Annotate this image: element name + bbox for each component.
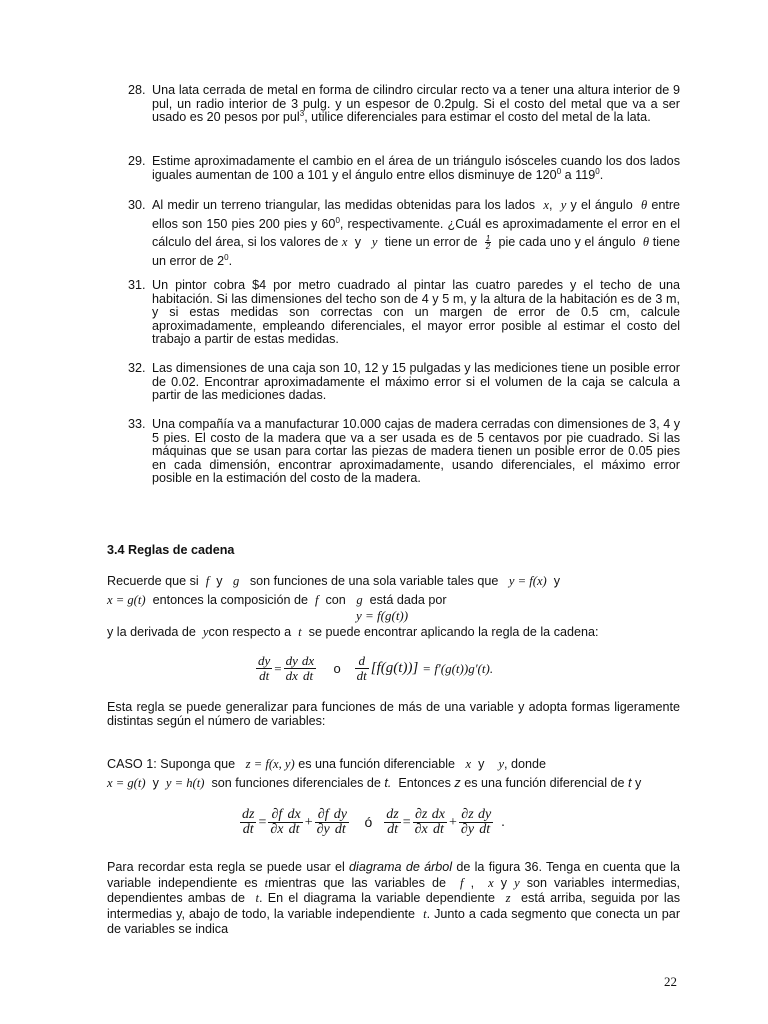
fraction-dy-dx [284,654,300,683]
fraction-one-half [485,235,491,250]
emphasis-text: diagrama de árbol [349,860,453,874]
variable-z: z [454,776,461,790]
variable-y: y [371,235,378,249]
denominator: dt [242,822,254,837]
problem-number: 29. [128,154,146,168]
derivative-paragraph [107,626,680,640]
problem-32 [128,362,680,403]
text: son funciones de una sola variable tales que [249,574,499,588]
or-word: ó [364,813,373,830]
equation-y: y = h(t) [165,776,205,790]
problem-text: entre ellos son 150 pies 200 pies y 60 [152,198,681,231]
general-paragraph: Esta regla se puede generalizar para funciones de más de una variable y adopta formas ligeramente distintas según el número de variables: [107,700,680,728]
numerator: ∂z [459,808,476,823]
plus-sign: + [304,814,313,830]
case-1-equation [240,808,507,837]
variable-t: t. [384,776,392,790]
problem-text: . [228,253,233,268]
text: y la derivada de [107,625,196,639]
variable-t: t [298,625,302,639]
fraction-df-dx [268,808,285,837]
problem-text: Un pintor cobra $4 por metro cuadrado al pintar las cuatro paredes y el techo de una habitación. Si las dimensiones del techo son de 4 y 5 m, y la altura de la habitación es de 3 m, y si estas medidas son correctas con un margen de error de 0.5 cm, calcule aproximadamente, empleando diferenciales, el mayor error posible al estimar el costo del trabajo a partir de estas medidas. [152,278,680,347]
function-f: f [460,875,464,890]
denominator: dt [356,668,367,683]
variable-theta: θ [642,235,650,249]
chain-rule-rhs: = f′(g(t))g′(t). [422,660,494,676]
denominator: dt [259,668,270,683]
equation-z: z = f(x, y) [245,757,295,771]
exponent: 0 [335,215,340,225]
section-heading: 3.4 Reglas de cadena [107,543,235,557]
text: entonces la composición de [152,593,308,607]
numerator: dy [285,653,298,668]
denominator: dx [285,668,298,683]
fraction-dy-dt [332,808,349,837]
text: son funciones diferenciales de [211,776,381,790]
numerator: dz [386,807,399,822]
variable-x: x [488,875,494,890]
numerator: ∂z [413,808,430,823]
text: . Junto a cada segmento que conecta un par de variables se indica [107,906,681,936]
tree-paragraph [107,860,680,938]
variable-y: y [498,757,505,771]
denominator: ∂x [270,822,284,837]
text: mientras que las variables de [268,875,446,890]
text: con respecto a [208,625,292,639]
text: está dada por [369,593,447,607]
page-number: 22 [664,974,677,989]
equals-sign: = [274,660,282,676]
problem-29 [128,155,680,182]
or-word: o [333,660,341,676]
fraction-denominator: 2 [485,242,491,252]
denominator: dt [432,822,444,837]
variable-y: y [202,625,209,639]
fraction-dy-dt [256,654,272,683]
problem-33 [128,418,680,486]
case-1-paragraph [107,755,680,793]
denominator: dt [288,822,300,837]
variable-theta: θ [641,198,648,212]
text: Recuerde que si [107,574,199,588]
variable-t: t [628,776,632,790]
variable-t: t [423,906,427,921]
equals-sign: = [258,814,267,830]
numerator: dy [333,807,347,822]
problem-text: pie cada uno y el ángulo [498,235,636,249]
text: se puede encontrar aplicando la regla de la cadena: [308,625,599,639]
problem-text: tiene un error de [384,235,478,249]
numerator: dx [301,653,315,668]
fraction-d-dt [355,654,369,683]
text: , [470,875,475,890]
equation-y-f-x: y = f(x) [508,574,547,588]
numerator: dz [242,807,255,822]
chain-rule-equation [256,654,495,683]
text: Para recordar esta regla se puede usar el [107,860,345,874]
variable-z: z [505,891,511,905]
denominator: ∂y [460,822,475,837]
numerator: dx [287,807,301,822]
variable-y: y [514,875,520,890]
text: son variables intermedias, dependientes ambas de [107,875,681,905]
numerator: ∂f [315,808,332,823]
function-g: g [233,574,240,588]
fraction-dz-dt [240,808,256,837]
numerator: dx [431,807,445,822]
fraction-df-dy [315,808,332,837]
problem-text: Estime aproximadamente el cambio en el área de un triángulo isósceles cuando los dos lados iguales aumentan de 100 a 101 y el ángulo entre ellos disminuye de 120 [152,154,680,182]
text: y [216,574,223,588]
denominator: ∂x [414,822,428,837]
fraction-dz-dy [459,808,476,837]
variable-x: x [543,198,549,212]
text: y [500,875,508,890]
problem-number: 32. [128,361,146,375]
problem-text: a 119 [561,167,596,182]
problem-28 [128,84,680,125]
exponent: 0 [595,166,600,176]
fraction-dz-dt [384,808,400,837]
text: está arriba, seguida por las intermedias y, abajo de todo, la variable independiente [107,891,680,921]
exponent: 0 [556,166,562,176]
problem-text: Las dimensiones de una caja son 10, 12 y 15 pulgadas y las mediciones tiene un posible error de 0.02. Encontrar aproximadamente el máximo error si el volumen de la caja se calcula a partir de las mediciones dadas. [152,361,680,403]
problem-text: . [599,167,604,182]
problem-text: , respectivamente. ¿Cuál es aproximadamente el error en el cálculo del área, si los valores de [152,216,681,249]
variable-x: x [465,757,472,771]
problem-number: 30. [128,198,146,212]
text: y [635,776,642,790]
fraction-numerator: 1 [485,234,491,244]
numerator: ∂f [268,808,285,823]
plus-sign: + [449,814,457,830]
text: con [325,593,346,607]
fraction-dx-dt [430,808,447,837]
problem-text: tiene un error de 2 [152,235,681,268]
text: es una función diferencial de [464,776,625,790]
text: , donde [504,757,547,771]
denominator: ∂y [316,822,330,837]
composition-equation: y = f(g(t)) [356,608,409,623]
equals-sign: = [402,814,411,830]
equation-x-g-t: x = g(t) [107,593,146,607]
problem-number: 31. [128,278,146,292]
problem-30 [128,196,680,270]
variable-y: y [560,198,567,212]
text: es una función diferenciable [298,757,456,771]
numerator: d [355,654,369,669]
denominator: dt [387,822,398,837]
fraction-dy-dt [476,808,493,837]
problem-number: 28. [128,83,146,97]
text: y [152,776,159,790]
fraction-dx-dt [286,808,303,837]
variable-x: x [341,235,348,249]
problem-31 [128,279,680,347]
problem-text: Una lata cerrada de metal en forma de cilindro circular recto va a tener una altura interior de 9 pul, un radio interior de 3 pulg. y un espesor de 0.2pulg. Si el costo del metal que va a ser usado es 20 pesos por pul [152,83,680,125]
fraction-dz-dx [413,808,430,837]
bracket-expression: [f(g(t))] [370,659,419,676]
problem-text: Al medir un terreno triangular, las medidas obtenidas para los lados [152,198,536,212]
numerator: dy [258,653,271,668]
fraction-dx-dt [300,654,316,683]
problem-text: Una compañía va a manufacturar 10.000 cajas de madera cerradas con dimensiones de 3, 4 y 5 pies. El costo de la madera que va a ser usada es de 5 centavos por pie cuadrado. Si las máquinas que se usan para cortar las piezas de madera tienen un posible error de 0.05 pies en cada dimensión, encontrar aproximadamente, usando diferenciales, el máximo error posible en la estimación del costo de la madera. [152,417,680,486]
problem-text: , utilice diferenciales para estimar el costo del metal de la lata. [304,110,651,125]
period: . [501,814,505,830]
comma: , [548,198,553,212]
function-f: f [205,574,210,588]
denominator: dt [302,668,314,683]
problem-number: 33. [128,417,146,431]
denominator: dt [479,822,491,837]
function-f: f [315,593,319,607]
exponent: 0 [224,252,229,262]
denominator: dt [334,822,346,837]
text: . En el diagrama la variable dependiente [259,891,496,905]
text: de la figura 36. Tenga en cuenta que la variable independiente es [107,860,681,890]
problem-text: y el ángulo [570,198,633,212]
problem-text: y [354,235,362,249]
variable-t: t [255,891,259,905]
text: CASO 1: Suponga que [107,757,236,771]
equation-x: x = g(t) [107,776,146,790]
exponent: 3 [299,109,305,119]
text: Entonces [398,776,451,790]
variable-t: t [264,875,269,890]
recall-paragraph [107,572,680,610]
text: y [553,574,561,588]
numerator: dy [478,807,492,822]
function-g: g [356,593,363,607]
text: y [478,757,485,771]
